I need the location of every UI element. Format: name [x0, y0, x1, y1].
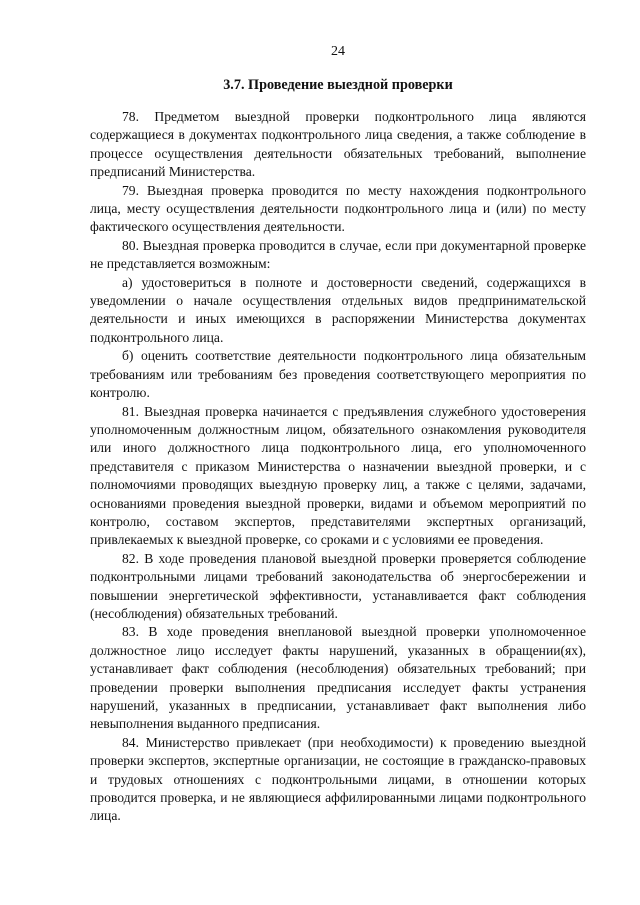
paragraph-81: 81. Выездная проверка начинается с предъявления служебного удостоверения уполномоченным должностным лицом, обязательного ознакомления руководителя или иного должностного лица подконтрольного лица, его уполномоченного представителя с приказом Министерства о назначении выездной проверки, и с полномочиями проводящих выездную проверку лиц, а также с целями, задачами, основаниями проведения выездной проверки, видами и объемом мероприятий по контролю, составом экспертов, представителями экспертных организаций, привлекаемых к выездной проверке, со сроками и с условиями ее проведения. [90, 403, 586, 548]
paragraph-80: 80. Выездная проверка проводится в случае, если при документарной проверке не представляется возможным: [90, 237, 586, 272]
paragraph-83: 83. В ходе проведения внеплановой выездной проверки уполномоченное должностное лицо исследует факты нарушений, указанных в обращении(ях), устанавливает факт соблюдения (несоблюдения) обязательных требований; при проведении проверки выполнения предписания исследует факты устранения нарушений, указанных в предписании, устанавливает факт выполнения либо невыполнения выданного предписания. [90, 624, 586, 732]
paragraph-84: 84. Министерство привлекает (при необходимости) к проведению выездной проверки экспертов, экспертные организации, не состоящие в гражданско-правовых и трудовых отношениях с подконтрольными лицами, в отношении которых проводится проверка, и не являющиеся аффилированными лицами подконтрольного лица. [90, 734, 586, 824]
section-title: 3.7. Проведение выездной проверки [223, 77, 453, 93]
document-page [90, 0, 586, 905]
page-number: 24 [331, 44, 345, 59]
paragraph-82: 82. В ходе проведения плановой выездной проверки проверяется соблюдение подконтрольными лицами требований законодательства об энергосбережении и повышении энергетической эффективности, устанавливается факт соблюдения (несоблюдения) обязательных требований. [90, 550, 586, 621]
document-body [90, 108, 586, 826]
paragraph-80-b: б) оценить соответствие деятельности подконтрольного лица обязательным требованиям или требованиям без проведения соответствующего мероприятия по контролю. [90, 348, 586, 401]
paragraph-78: 78. Предметом выездной проверки подконтрольного лица являются содержащиеся в документах подконтрольного лица сведения, а также соблюдение в процессе осуществления деятельности обязательных требований, выполнение предписаний Министерства. [90, 109, 586, 180]
paragraph-79: 79. Выездная проверка проводится по месту нахождения подконтрольного лица, месту осуществления деятельности подконтрольного лица и (или) по месту фактического осуществления деятельности. [90, 182, 586, 235]
paragraph-80-a: а) удостовериться в полноте и достоверности сведений, содержащихся в уведомлении о начале осуществления отдельных видов предпринимательской деятельности и иных имеющихся в распоряжении Министерства документах подконтрольного лица. [90, 274, 586, 345]
